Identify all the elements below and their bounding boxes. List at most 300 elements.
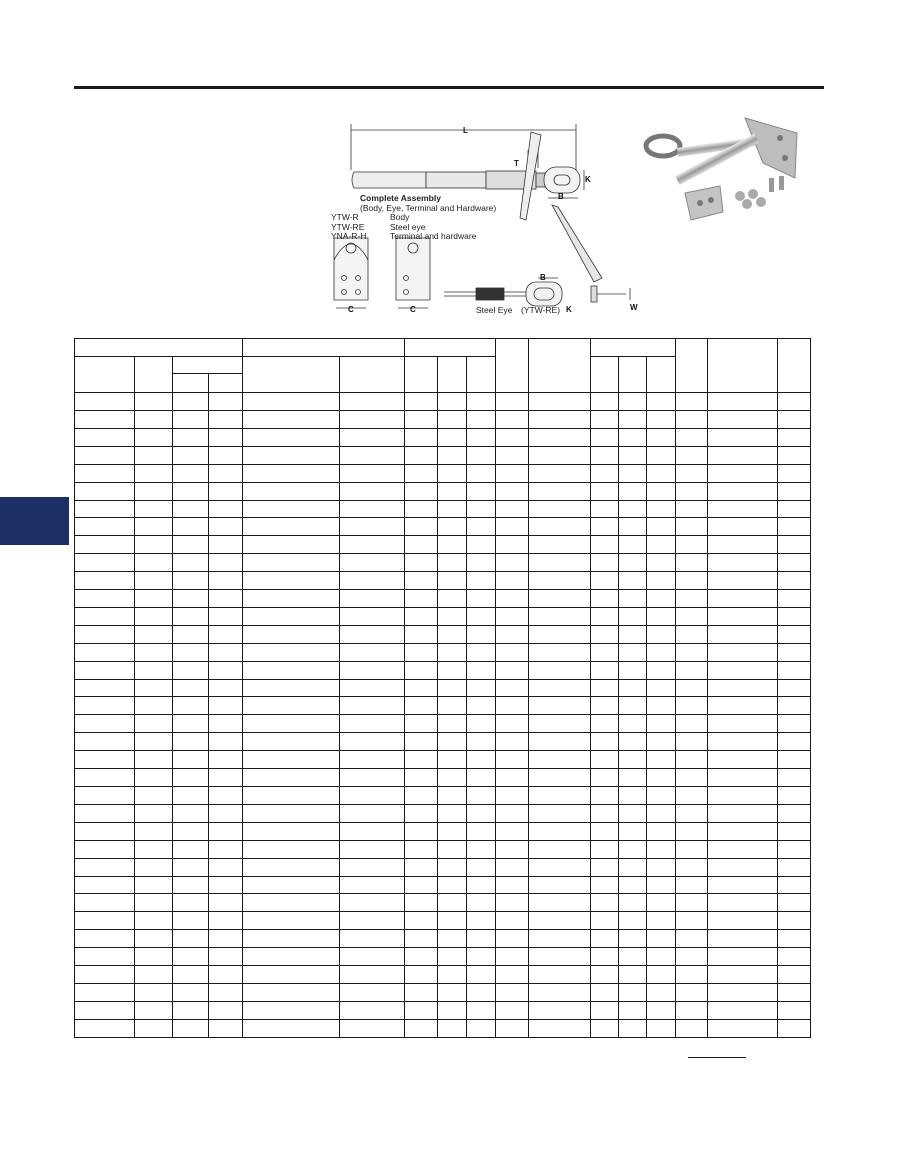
table-cell [647, 590, 676, 608]
table-cell [243, 858, 340, 876]
table-cell [209, 840, 243, 858]
table-cell [778, 428, 811, 446]
table-cell [405, 1019, 438, 1037]
table-cell [529, 858, 591, 876]
table-cell [438, 482, 467, 500]
table-cell [619, 876, 647, 894]
table-cell [619, 930, 647, 948]
table-cell [708, 733, 778, 751]
table-cell [647, 679, 676, 697]
table-cell [708, 1019, 778, 1037]
table-cell [778, 769, 811, 787]
table-cell [340, 983, 405, 1001]
table-cell [496, 858, 529, 876]
table-cell [708, 464, 778, 482]
table-cell [405, 733, 438, 751]
table-cell [243, 983, 340, 1001]
table-cell [243, 966, 340, 984]
table-row [75, 822, 811, 840]
table-cell [340, 554, 405, 572]
table-cell [173, 930, 209, 948]
table-cell [591, 1001, 619, 1019]
table-cell [647, 769, 676, 787]
table-cell [529, 787, 591, 805]
table-cell [340, 858, 405, 876]
table-cell [467, 536, 496, 554]
table-cell [438, 679, 467, 697]
table-cell [496, 446, 529, 464]
table-cell [591, 554, 619, 572]
table-cell [708, 912, 778, 930]
table-cell [496, 518, 529, 536]
table-cell [75, 876, 135, 894]
table-cell [243, 930, 340, 948]
table-cell [591, 1019, 619, 1037]
table-row [75, 966, 811, 984]
table-cell [529, 661, 591, 679]
table-cell [340, 751, 405, 769]
table-cell [708, 804, 778, 822]
table-cell [75, 661, 135, 679]
table-cell [496, 930, 529, 948]
part-code: YNA-R-H [331, 231, 367, 241]
table-cell [591, 518, 619, 536]
table-cell [467, 912, 496, 930]
table-cell [529, 1019, 591, 1037]
steel-eye-code: (YTW-RE) [521, 305, 561, 315]
table-cell [438, 733, 467, 751]
table-cell [647, 858, 676, 876]
table-cell [173, 482, 209, 500]
table-cell [496, 912, 529, 930]
table-cell [778, 930, 811, 948]
table-cell [647, 948, 676, 966]
table-cell [135, 751, 173, 769]
table-cell [778, 697, 811, 715]
table-cell [135, 410, 173, 428]
table-cell [467, 983, 496, 1001]
table-cell [75, 894, 135, 912]
table-cell [75, 983, 135, 1001]
table-cell [209, 894, 243, 912]
table-cell [438, 518, 467, 536]
table-cell [708, 661, 778, 679]
table-cell [209, 661, 243, 679]
table-row [75, 858, 811, 876]
table-cell [496, 840, 529, 858]
table-cell [209, 804, 243, 822]
table-cell [496, 607, 529, 625]
table-cell [243, 822, 340, 840]
table-cell [405, 894, 438, 912]
table-cell [529, 822, 591, 840]
table-row [75, 554, 811, 572]
table-cell [496, 733, 529, 751]
table-cell [529, 410, 591, 428]
table-cell [438, 930, 467, 948]
table-cell [340, 607, 405, 625]
table-cell [647, 804, 676, 822]
table-cell [529, 464, 591, 482]
header-cell [708, 339, 778, 393]
table-cell [778, 840, 811, 858]
table-cell [708, 787, 778, 805]
table-cell [173, 661, 209, 679]
table-cell [778, 518, 811, 536]
table-cell [438, 966, 467, 984]
table-cell [708, 607, 778, 625]
table-cell [340, 500, 405, 518]
top-rule [74, 86, 824, 89]
table-cell [778, 536, 811, 554]
table-cell [135, 482, 173, 500]
table-body [75, 393, 811, 1038]
table-cell [496, 679, 529, 697]
table-cell [496, 393, 529, 411]
table-cell [209, 858, 243, 876]
table-cell [778, 554, 811, 572]
table-cell [209, 822, 243, 840]
table-cell [405, 518, 438, 536]
table-cell [647, 751, 676, 769]
table-cell [340, 912, 405, 930]
table-cell [405, 912, 438, 930]
table-cell [591, 822, 619, 840]
table-cell [591, 876, 619, 894]
table-cell [405, 607, 438, 625]
table-cell [708, 697, 778, 715]
table-cell [647, 410, 676, 428]
table-cell [438, 876, 467, 894]
table-cell [209, 482, 243, 500]
table-cell [591, 393, 619, 411]
table-cell [243, 894, 340, 912]
table-cell [778, 966, 811, 984]
table-cell [778, 983, 811, 1001]
table-cell [676, 804, 708, 822]
table-cell [173, 428, 209, 446]
table-cell [496, 661, 529, 679]
table-cell [209, 1019, 243, 1037]
table-cell [708, 410, 778, 428]
table-cell [676, 769, 708, 787]
table-cell [340, 625, 405, 643]
table-cell [405, 410, 438, 428]
table-cell [467, 625, 496, 643]
table-cell [173, 804, 209, 822]
table-cell [438, 393, 467, 411]
table-cell [340, 1019, 405, 1037]
table-cell [135, 876, 173, 894]
table-cell [340, 966, 405, 984]
table-cell [778, 894, 811, 912]
table-cell [438, 715, 467, 733]
table-cell [647, 536, 676, 554]
table-cell [496, 769, 529, 787]
table-cell [75, 769, 135, 787]
table-cell [591, 804, 619, 822]
table-cell [405, 393, 438, 411]
table-cell [647, 446, 676, 464]
table-row [75, 428, 811, 446]
assembly-drawing [326, 110, 656, 325]
table-cell [529, 590, 591, 608]
steel-eye-text: Steel Eye [476, 305, 513, 315]
table-cell [676, 572, 708, 590]
table-cell [708, 572, 778, 590]
table-cell [619, 983, 647, 1001]
table-cell [467, 804, 496, 822]
table-cell [340, 464, 405, 482]
table-cell [647, 607, 676, 625]
table-row [75, 894, 811, 912]
table-cell [243, 572, 340, 590]
table-row [75, 1019, 811, 1037]
table-cell [619, 697, 647, 715]
table-cell [340, 428, 405, 446]
table-cell [438, 607, 467, 625]
table-cell [135, 769, 173, 787]
table-cell [173, 500, 209, 518]
table-cell [467, 858, 496, 876]
table-cell [529, 1001, 591, 1019]
table-cell [676, 590, 708, 608]
table-cell [676, 787, 708, 805]
table-cell [340, 518, 405, 536]
table-cell [467, 482, 496, 500]
table-cell [243, 410, 340, 428]
table-cell [708, 482, 778, 500]
table-cell [529, 697, 591, 715]
table-cell [405, 643, 438, 661]
table-cell [778, 804, 811, 822]
table-cell [529, 948, 591, 966]
table-cell [708, 643, 778, 661]
table-cell [467, 1019, 496, 1037]
table-cell [405, 697, 438, 715]
table-cell [135, 804, 173, 822]
table-cell [405, 769, 438, 787]
table-cell [496, 822, 529, 840]
table-cell [135, 661, 173, 679]
table-cell [529, 894, 591, 912]
table-cell [243, 912, 340, 930]
table-cell [340, 787, 405, 805]
table-cell [529, 428, 591, 446]
table-cell [173, 840, 209, 858]
table-cell [676, 428, 708, 446]
table-cell [496, 894, 529, 912]
table-cell [209, 679, 243, 697]
table-cell [647, 1019, 676, 1037]
table-cell [647, 912, 676, 930]
table-cell [676, 554, 708, 572]
table-cell [778, 661, 811, 679]
table-cell [676, 983, 708, 1001]
table-cell [438, 464, 467, 482]
table-cell [647, 554, 676, 572]
table-row [75, 930, 811, 948]
table-cell [243, 715, 340, 733]
table-cell [591, 983, 619, 1001]
table-cell [647, 876, 676, 894]
table-cell [173, 769, 209, 787]
table-cell [708, 858, 778, 876]
table-cell [340, 643, 405, 661]
table-cell [340, 822, 405, 840]
table-cell [438, 983, 467, 1001]
table-cell [619, 822, 647, 840]
table-cell [778, 1019, 811, 1037]
dim-label-w: W [630, 303, 638, 312]
table-cell [647, 482, 676, 500]
footer-rule [688, 1057, 746, 1058]
table-cell [619, 751, 647, 769]
table-cell [438, 697, 467, 715]
table-cell [209, 536, 243, 554]
table-cell [619, 590, 647, 608]
table-cell [591, 590, 619, 608]
table-cell [438, 769, 467, 787]
product-photo-svg [635, 108, 805, 228]
table-cell [778, 715, 811, 733]
table-cell [405, 822, 438, 840]
table-cell [243, 446, 340, 464]
table-cell [173, 590, 209, 608]
table-cell [778, 410, 811, 428]
table-cell [496, 464, 529, 482]
table-cell [340, 948, 405, 966]
table-cell [496, 590, 529, 608]
table-cell [135, 733, 173, 751]
table-cell [405, 876, 438, 894]
table-cell [591, 572, 619, 590]
table-cell [209, 769, 243, 787]
table-cell [467, 822, 496, 840]
table-cell [135, 572, 173, 590]
table-cell [209, 966, 243, 984]
table-cell [135, 1019, 173, 1037]
table-cell [135, 1001, 173, 1019]
table-cell [619, 804, 647, 822]
table-cell [405, 446, 438, 464]
table-cell [708, 715, 778, 733]
table-cell [243, 697, 340, 715]
table-cell [75, 446, 135, 464]
table-cell [209, 697, 243, 715]
table-cell [209, 572, 243, 590]
table-cell [173, 787, 209, 805]
table-cell [340, 536, 405, 554]
table-cell [529, 554, 591, 572]
table-row [75, 643, 811, 661]
table-cell [676, 858, 708, 876]
part-code: YTW-RE [331, 221, 365, 232]
table-cell [529, 840, 591, 858]
table-cell [75, 464, 135, 482]
table-cell [619, 679, 647, 697]
table-cell [135, 894, 173, 912]
table-cell [438, 912, 467, 930]
table-cell [591, 482, 619, 500]
table-cell [173, 518, 209, 536]
table-cell [676, 894, 708, 912]
table-cell [438, 572, 467, 590]
table-cell [438, 948, 467, 966]
table-cell [529, 751, 591, 769]
table-cell [209, 518, 243, 536]
table-cell [496, 482, 529, 500]
table-cell [496, 715, 529, 733]
table-cell [243, 948, 340, 966]
table-cell [135, 518, 173, 536]
table-cell [438, 804, 467, 822]
table-cell [135, 536, 173, 554]
table-cell [676, 393, 708, 411]
table-cell [209, 1001, 243, 1019]
table-row [75, 536, 811, 554]
table-cell [467, 751, 496, 769]
table-cell [209, 912, 243, 930]
table-cell [135, 446, 173, 464]
table-cell [173, 966, 209, 984]
table-cell [75, 393, 135, 411]
table-cell [243, 769, 340, 787]
table-cell [173, 912, 209, 930]
table-cell [591, 840, 619, 858]
part-code: YTW-R [331, 212, 359, 222]
part-desc: Steel eye [390, 221, 426, 232]
table-cell [619, 1001, 647, 1019]
table-cell [405, 590, 438, 608]
table-cell [778, 393, 811, 411]
table-cell [676, 625, 708, 643]
table-cell [708, 446, 778, 464]
table-cell [75, 500, 135, 518]
table-cell [708, 948, 778, 966]
table-cell [708, 983, 778, 1001]
table-cell [591, 769, 619, 787]
table-cell [405, 554, 438, 572]
table-row [75, 733, 811, 751]
table-cell [209, 983, 243, 1001]
table-cell [75, 912, 135, 930]
table-cell [340, 661, 405, 679]
table-row [75, 590, 811, 608]
table-row [75, 464, 811, 482]
table-cell [405, 983, 438, 1001]
product-photo [635, 108, 805, 228]
table-cell [173, 948, 209, 966]
table-cell [243, 482, 340, 500]
table-cell [467, 500, 496, 518]
table-cell [209, 428, 243, 446]
table-cell [676, 840, 708, 858]
table-cell [405, 966, 438, 984]
table-cell [243, 751, 340, 769]
header-cell [340, 357, 405, 393]
table-cell [591, 643, 619, 661]
table-cell [340, 930, 405, 948]
table-cell [75, 715, 135, 733]
table-cell [591, 500, 619, 518]
table-cell [75, 1001, 135, 1019]
table-cell [467, 697, 496, 715]
table-cell [243, 661, 340, 679]
table-cell [340, 715, 405, 733]
table-cell [209, 625, 243, 643]
table-cell [647, 500, 676, 518]
